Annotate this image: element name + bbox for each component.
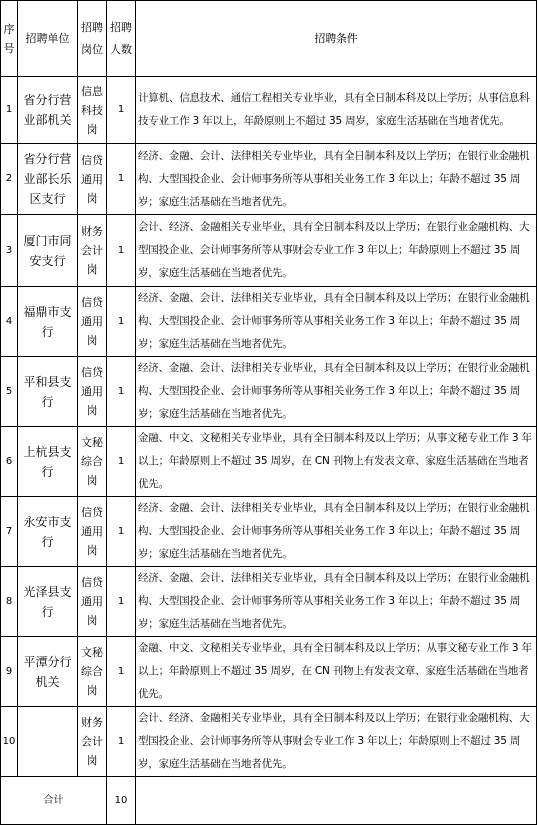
row-count: 1	[107, 427, 136, 497]
row-count: 1	[107, 215, 136, 287]
table-row	[1, 707, 537, 777]
table-row	[1, 427, 537, 497]
row-unit: 光泽县支行	[18, 567, 78, 637]
row-no: 9	[1, 637, 18, 707]
total-requirements-empty	[136, 777, 537, 825]
total-row	[1, 777, 537, 825]
row-requirements: 经济、金融、会计、法律相关专业毕业，具有全日制本科及以上学历；在银行业金融机构、大型国投企业、会计师事务所等从事相关业务工作 3 年以上；年龄不超过 35 周岁；家庭生活基础在当地者优先。	[136, 357, 537, 427]
row-count: 1	[107, 144, 136, 215]
table-row	[1, 215, 537, 287]
row-requirements: 经济、金融、会计、法律相关专业毕业，具有全日制本科及以上学历；在银行业金融机构、大型国投企业、会计师事务所等从事相关业务工作 3 年以上；年龄不超过 35 周岁；家庭生活基础在当地者优先。	[136, 144, 537, 215]
header-no: 序号	[1, 1, 18, 77]
row-position: 信贷通用岗	[78, 144, 107, 215]
row-unit: 福鼎市支行	[18, 287, 78, 357]
row-requirements: 计算机、信息技术、通信工程相关专业毕业，具有全日制本科及以上学历；从事信息科技专业工作 3 年以上，年龄原则上不超过 35 周岁，家庭生活基础在当地者优先。	[136, 77, 537, 144]
row-no: 3	[1, 215, 18, 287]
row-unit	[18, 707, 78, 777]
header-unit: 招聘单位	[18, 1, 78, 77]
row-position: 财务会计岗	[78, 707, 107, 777]
row-no: 2	[1, 144, 18, 215]
row-requirements: 会计、经济、金融相关专业毕业，具有全日制本科及以上学历；在银行业金融机构、大型国投企业、会计师事务所等从事财会专业工作 3 年以上；年龄原则上不超过 35 周岁，家庭生活基础在当地者优先。	[136, 707, 537, 777]
table-row	[1, 287, 537, 357]
table-row	[1, 637, 537, 707]
row-position: 信贷通用岗	[78, 357, 107, 427]
header-count: 招聘人数	[107, 1, 136, 77]
header-position: 招聘岗位	[78, 1, 107, 77]
row-unit: 上杭县支行	[18, 427, 78, 497]
row-position: 文秘综合岗	[78, 637, 107, 707]
row-position: 财务会计岗	[78, 215, 107, 287]
row-no: 10	[1, 707, 18, 777]
row-no: 8	[1, 567, 18, 637]
row-position: 信贷通用岗	[78, 497, 107, 567]
row-unit: 平和县支行	[18, 357, 78, 427]
table-row	[1, 567, 537, 637]
row-position: 文秘综合岗	[78, 427, 107, 497]
table-row	[1, 144, 537, 215]
row-count: 1	[107, 77, 136, 144]
row-position: 信贷通用岗	[78, 287, 107, 357]
row-requirements: 经济、金融、会计、法律相关专业毕业，具有全日制本科及以上学历；在银行业金融机构、大型国投企业、会计师事务所等从事相关业务工作 3 年以上；年龄不超过 35 周岁；家庭生活基础在当地者优先。	[136, 497, 537, 567]
row-requirements: 会计、经济、金融相关专业毕业，具有全日制本科及以上学历；在银行业金融机构、大型国投企业、会计师事务所等从事财会专业工作 3 年以上；年龄原则上不超过 35 周岁，家庭生活基础在当地者优先。	[136, 215, 537, 287]
row-unit: 省分行营业部机关	[18, 77, 78, 144]
row-count: 1	[107, 567, 136, 637]
row-requirements: 经济、金融、会计、法律相关专业毕业，具有全日制本科及以上学历；在银行业金融机构、大型国投企业、会计师事务所等从事相关业务工作 3 年以上；年龄不超过 35 周岁；家庭生活基础在当地者优先。	[136, 567, 537, 637]
row-count: 1	[107, 357, 136, 427]
row-requirements: 经济、金融、会计、法律相关专业毕业，具有全日制本科及以上学历；在银行业金融机构、大型国投企业、会计师事务所等从事相关业务工作 3 年以上；年龄不超过 35 周岁；家庭生活基础在当地者优先。	[136, 287, 537, 357]
row-no: 7	[1, 497, 18, 567]
row-no: 6	[1, 427, 18, 497]
row-unit: 永安市支行	[18, 497, 78, 567]
total-label: 合计	[1, 777, 107, 825]
row-no: 4	[1, 287, 18, 357]
total-count: 10	[107, 777, 136, 825]
row-unit: 平潭分行机关	[18, 637, 78, 707]
row-unit: 省分行营业部长乐区支行	[18, 144, 78, 215]
row-requirements: 金融、中文、文秘相关专业毕业，具有全日制本科及以上学历；从事文秘专业工作 3 年以上；年龄原则上不超过 35 周岁，在 CN 刊物上有发表文章、家庭生活基础在当地者优先。	[136, 427, 537, 497]
row-no: 5	[1, 357, 18, 427]
row-unit: 厦门市同安支行	[18, 215, 78, 287]
row-position: 信息科技岗	[78, 77, 107, 144]
table-row	[1, 77, 537, 144]
table-row	[1, 497, 537, 567]
row-count: 1	[107, 707, 136, 777]
row-requirements: 金融、中文、文秘相关专业毕业，具有全日制本科及以上学历；从事文秘专业工作 3 年以上；年龄原则上不超过 35 周岁，在 CN 刊物上有发表文章、家庭生活基础在当地者优先。	[136, 637, 537, 707]
row-count: 1	[107, 637, 136, 707]
row-count: 1	[107, 287, 136, 357]
header-requirements: 招聘条件	[136, 1, 537, 77]
row-count: 1	[107, 497, 136, 567]
row-no: 1	[1, 77, 18, 144]
row-position: 信贷通用岗	[78, 567, 107, 637]
header-row	[1, 1, 537, 77]
table-row	[1, 357, 537, 427]
